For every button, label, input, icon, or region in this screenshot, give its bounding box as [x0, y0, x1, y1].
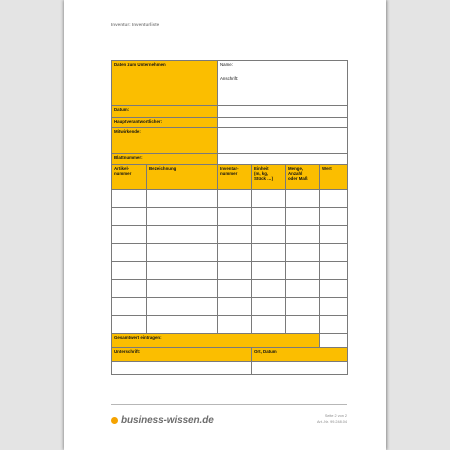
table-row — [112, 190, 348, 208]
signature-label: Unterschrift: — [112, 348, 252, 362]
participants-label: Mitwirkende: — [112, 128, 218, 154]
total-value-label: Gesamtwert eintragen: — [112, 334, 320, 348]
table-row — [112, 316, 348, 334]
place-date-label: Ort, Datum — [252, 348, 348, 362]
document-header: Inventur: Inventurliste — [111, 22, 160, 27]
footer-meta — [317, 413, 347, 425]
logo-text: business-wissen.de — [121, 415, 214, 426]
col-header-quantity: Menge, Anzahl oder Maß — [286, 165, 320, 190]
company-data-field[interactable] — [218, 61, 348, 106]
total-value-field[interactable] — [320, 334, 348, 348]
col-header-inventory-number: Inventar- nummer — [218, 165, 252, 190]
col-header-description: Bezeichnung — [147, 165, 218, 190]
table-row — [112, 298, 348, 316]
article-number: Art.-Nr. 99.248.04 — [317, 420, 347, 425]
table-row — [112, 280, 348, 298]
table-row — [112, 262, 348, 280]
table-row — [112, 208, 348, 226]
sheet-number-label: Blattnummer: — [112, 154, 218, 165]
logo-dot-icon — [111, 417, 118, 424]
page-number: Seite 2 von 2 — [324, 414, 347, 418]
column-header-row — [112, 165, 348, 190]
participants-field[interactable] — [218, 128, 348, 154]
main-responsible-field[interactable] — [218, 118, 348, 128]
date-field[interactable] — [218, 106, 348, 118]
place-date-field[interactable] — [252, 362, 348, 375]
name-label: Name: — [220, 62, 233, 67]
col-header-unit: Einheit (m, kg, Stück …) — [252, 165, 286, 190]
footer-divider — [111, 404, 347, 405]
col-header-article-number: Artikel- nummer — [112, 165, 147, 190]
sheet-number-field[interactable] — [218, 154, 348, 165]
col-header-value: Wert — [320, 165, 348, 190]
inventory-form — [111, 60, 348, 375]
date-label: Datum: — [112, 106, 218, 118]
brand-logo — [111, 415, 214, 426]
signature-field[interactable] — [112, 362, 252, 375]
table-row — [112, 244, 348, 262]
table-row — [112, 226, 348, 244]
main-responsible-label: Hauptverantwortlicher: — [112, 118, 218, 128]
document-page — [64, 0, 386, 450]
company-data-label: Daten zum Unternehmen — [112, 61, 218, 106]
address-label: Anschrift: — [220, 76, 239, 82]
